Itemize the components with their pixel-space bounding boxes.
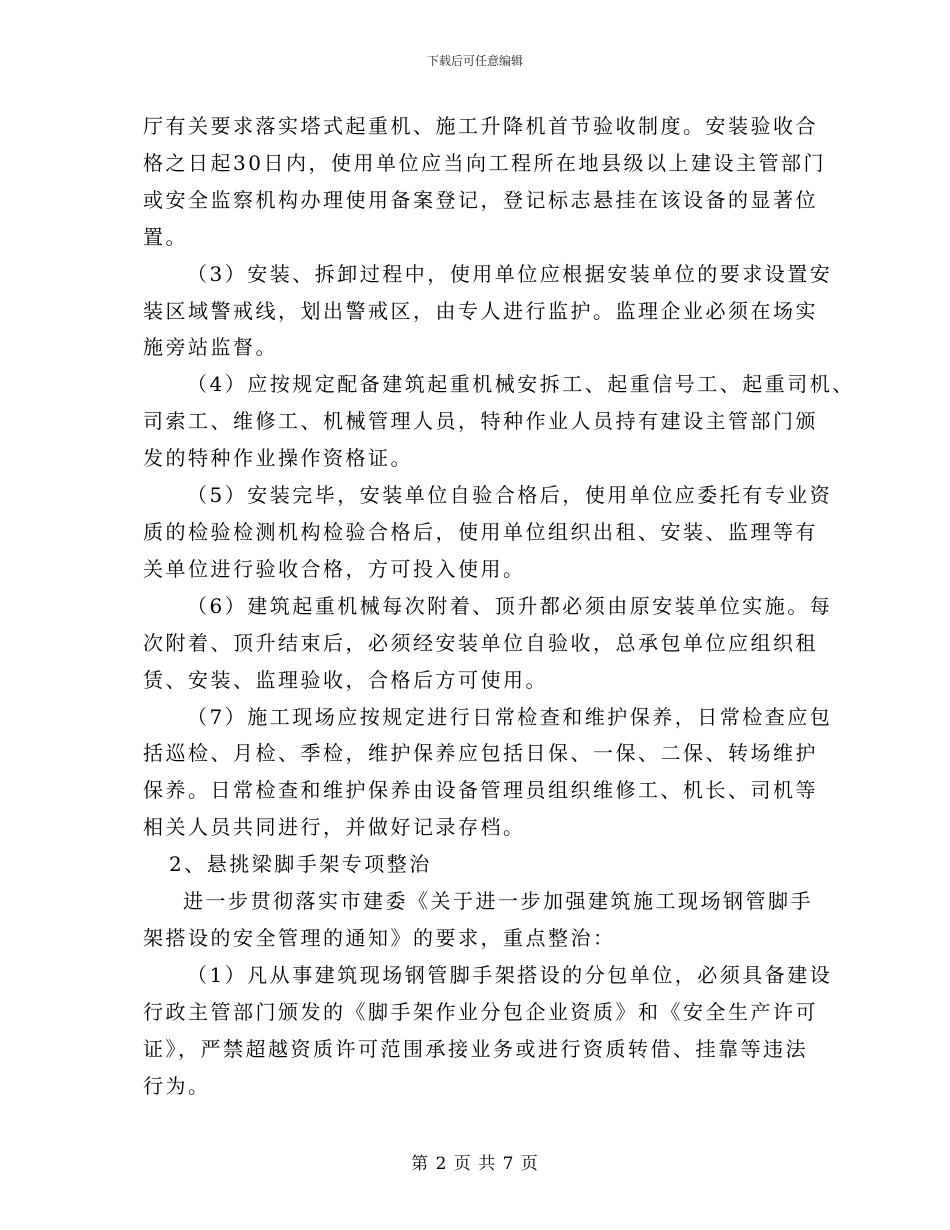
paragraph-5-line: （5）安装完毕，安装单位自验合格后，使用单位应委托有专业资 (187, 483, 833, 508)
text-line: 关单位进行验收合格，方可投入使用。 (143, 556, 526, 581)
text-line: 质的检验检测机构检验合格后，使用单位组织出租、安装、监理等有 (143, 519, 818, 544)
text-line: 或安全监察机构办理使用备案登记，登记标志悬挂在该设备的显著位 (143, 187, 818, 212)
intro-line: 进一步贯彻落实市建委《关于进一步加强建筑施工现场钢管脚手 (183, 889, 813, 914)
text-line: 置。 (143, 224, 188, 249)
text-line: 保养。日常检查和维护保养由设备管理员组织维修工、机长、司机等 (143, 778, 818, 803)
text-line: 架搭设的安全管理的通知》的要求，重点整治： (143, 925, 616, 950)
text-line: 装区域警戒线，划出警戒区，由专人进行监护。监理企业必须在场实 (143, 298, 818, 323)
paragraph-1-line: （1）凡从事建筑现场钢管脚手架搭设的分包单位，必须具备建设 (187, 962, 833, 987)
text-line: 相关人员共同进行，并做好记录存档。 (143, 815, 526, 840)
text-line: 行政主管部门颁发的《脚手架作业分包企业资质》和《安全生产许可 (143, 999, 818, 1024)
paragraph-7-line: （7）施工现场应按规定进行日常检查和维护保养，日常检查应包 (187, 704, 833, 729)
section-heading: 2、悬挑梁脚手架专项整治 (169, 852, 432, 877)
paragraph-3-line: （3）安装、拆卸过程中，使用单位应根据安装单位的要求设置安 (187, 261, 833, 286)
header-note: 下载后可任意编辑 (426, 54, 523, 68)
text-line: 括巡检、月检、季检，维护保养应包括日保、一保、二保、转场维护 (143, 741, 818, 766)
text-line: 次附着、顶升结束后，必须经安装单位自验收，总承包单位应组织租 (143, 630, 818, 655)
text-line: 赁、安装、监理验收，合格后方可使用。 (143, 667, 548, 692)
text-line: 施旁站监督。 (143, 335, 278, 360)
page-number: 第 2 页 共 7 页 (411, 1154, 539, 1174)
text-line: 发的特种作业操作资格证。 (143, 446, 413, 471)
paragraph-4-line: （4）应按规定配备建筑起重机械安拆工、起重信号工、起重司机、 (187, 372, 855, 397)
body-text (143, 108, 855, 1104)
paragraph-6-line: （6）建筑起重机械每次附着、顶升都必须由原安装单位实施。每 (187, 593, 833, 618)
text-line: 证》，严禁超越资质许可范围承接业务或进行资质转借、挂靠等违法 (143, 1036, 808, 1061)
page-footer (0, 1152, 950, 1176)
text-line: 司索工、维修工、机械管理人员，特种作业人员持有建设主管部门颁 (143, 409, 818, 434)
text-line: 厅有关要求落实塔式起重机、施工升降机首节验收制度。安装验收合 (143, 114, 818, 138)
text-line: 行为。 (143, 1073, 211, 1098)
text-line: 格之日起30日内，使用单位应当向工程所在地县级以上建设主管部门 (143, 150, 826, 175)
